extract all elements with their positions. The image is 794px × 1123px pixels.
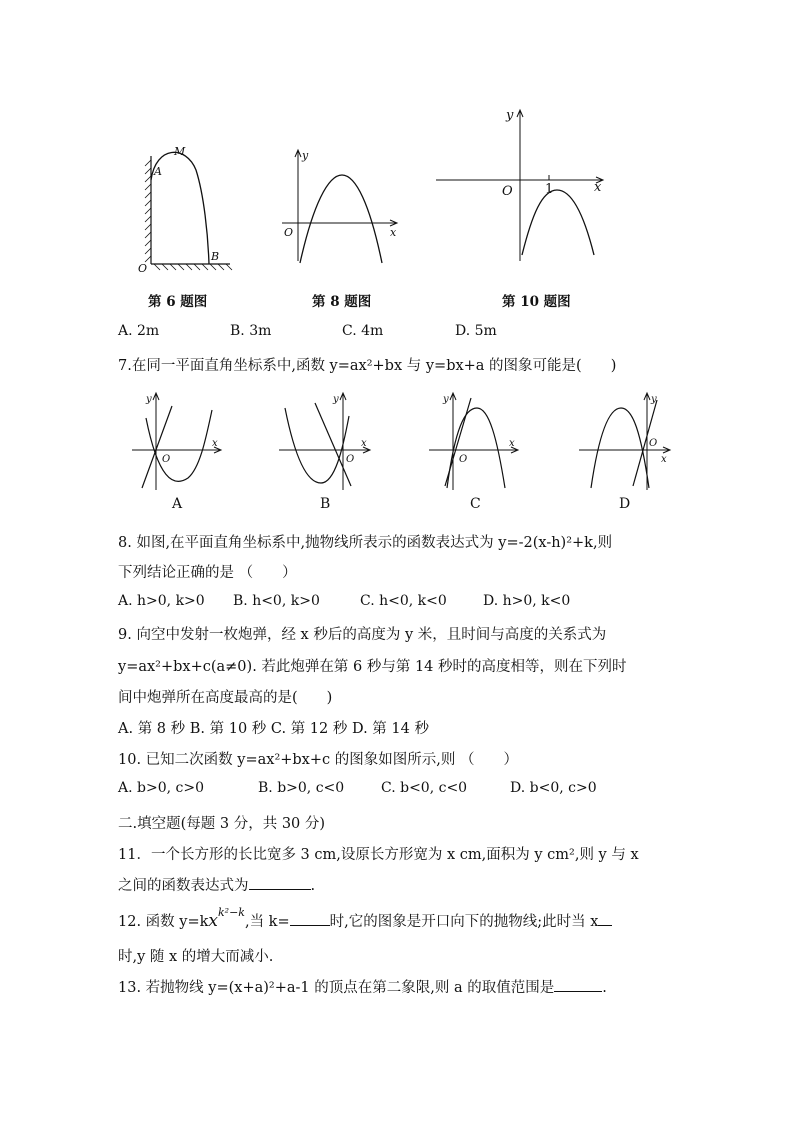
q8-option-b: B. h<0, k>0 — [233, 593, 320, 609]
q7b-label-x: x — [361, 438, 367, 449]
q7a-label-o: O — [162, 454, 171, 465]
q7b-label-o: O — [346, 454, 355, 465]
figure-10 — [432, 105, 612, 265]
q7-graph-b — [275, 388, 375, 493]
q10-option-b: B. b>0, c<0 — [258, 780, 345, 796]
q12-line-1 — [118, 906, 612, 931]
q9-line-3: 间中炮弹所在高度最高的是( ) — [118, 690, 333, 706]
fig6-caption: 第 6 题图 — [148, 294, 208, 310]
q7d-label-y: y — [651, 394, 657, 405]
fig6-label-a: A — [154, 165, 162, 178]
q13-text: 13. 若抛物线 y=(x+a)²+a-1 的顶点在第二象限,则 a 的取值范围是 — [118, 980, 555, 996]
q10-option-a: A. b>0, c>0 — [118, 780, 204, 796]
q12-exponent: k²−k — [218, 906, 245, 920]
q11-text: 之间的函数表达式为 — [118, 878, 249, 894]
q7d-label-x: x — [661, 454, 667, 465]
q7c-label-y: y — [443, 394, 449, 405]
q9-line-1: 9. 向空中发射一枚炮弹，经 x 秒后的高度为 y 米，且时间与高度的关系式为 — [118, 627, 607, 643]
fig8-label-y: y — [302, 149, 309, 162]
q7-graph-a — [128, 388, 228, 493]
fig8-caption: 第 8 题图 — [312, 294, 372, 310]
q7-graph-d — [575, 388, 675, 493]
q6-option-d: D. 5m — [455, 323, 497, 339]
section-2-title: 二.填空题(每题 3 分，共 30 分) — [118, 816, 326, 832]
q7b-label-y: y — [333, 394, 339, 405]
fig10-label-x: x — [594, 180, 602, 195]
q7-stem: 7.在同一平面直角坐标系中,函数 y=ax²+bx 与 y=bx+a 的图象可能是( ) — [118, 358, 617, 374]
q11-answer-blank[interactable] — [249, 875, 311, 890]
fig10-label-one: 1 — [545, 182, 554, 197]
q8-line-1: 8. 如图,在平面直角坐标系中,抛物线所表示的函数表达式为 y=-2(x-h)²+k,则 — [118, 535, 613, 551]
q10-option-d: D. b<0, c>0 — [510, 780, 597, 796]
q7c-label-x: x — [509, 438, 515, 449]
q7-choice-b: B — [320, 496, 331, 512]
q7c-label-o: O — [459, 454, 468, 465]
q6-option-a: A. 2m — [118, 323, 160, 339]
q6-option-b: B. 3m — [230, 323, 272, 339]
q10-option-c: C. b<0, c<0 — [381, 780, 468, 796]
q12-after: 时,它的图象是开口向下的抛物线;此时当 x — [329, 914, 599, 930]
fig8-label-x: x — [390, 226, 397, 239]
q6-option-c: C. 4m — [342, 323, 384, 339]
q13-answer-blank[interactable] — [554, 977, 602, 992]
q7d-label-o: O — [649, 438, 658, 449]
fig8-label-o: O — [284, 226, 294, 239]
q12-mid: ,当 k= — [244, 914, 290, 930]
q7-choice-c: C — [470, 496, 481, 512]
fig10-caption: 第 10 题图 — [502, 294, 571, 310]
q11-period: . — [310, 878, 316, 894]
q7a-label-x: x — [212, 438, 218, 449]
figure-8 — [278, 145, 408, 265]
fig6-label-o: O — [138, 262, 148, 275]
q7-choice-a: A — [172, 496, 183, 512]
q12-prefix: 12. 函数 y=k — [118, 914, 209, 930]
fig10-label-y: y — [506, 108, 514, 123]
q8-option-d: D. h>0, k<0 — [483, 593, 571, 609]
fig6-label-b: B — [211, 250, 220, 263]
q8-line-2: 下列结论正确的是 （ ） — [118, 565, 297, 581]
q9-options: A. 第 8 秒 B. 第 10 秒 C. 第 12 秒 D. 第 14 秒 — [118, 721, 429, 737]
q12-line-2: 时,y 随 x 的增大而减小. — [118, 949, 274, 965]
q7-graph-c — [425, 388, 525, 493]
q8-option-c: C. h<0, k<0 — [360, 593, 447, 609]
q12-base: x — [208, 911, 218, 931]
q13-period: . — [602, 980, 607, 996]
q11-line-2 — [118, 874, 315, 895]
fig6-label-m: M — [174, 145, 186, 158]
q7a-label-y: y — [146, 394, 152, 405]
q12-k-blank[interactable] — [290, 911, 330, 926]
q13-line — [118, 976, 607, 997]
q9-line-2: y=ax²+bx+c(a≠0). 若此炮弹在第 6 秒与第 14 秒时的高度相等，则在下列时 — [118, 659, 627, 675]
q10-stem: 10. 已知二次函数 y=ax²+bx+c 的图象如图所示,则 （ ） — [118, 752, 518, 768]
q11-line-1: 11．一个长方形的长比宽多 3 cm,设原长方形宽为 x cm,面积为 y cm²,则 y 与 x — [118, 847, 639, 863]
q12-x-blank[interactable] — [598, 911, 612, 926]
q8-option-a: A. h>0, k>0 — [118, 593, 205, 609]
q7-choice-d: D — [619, 496, 631, 512]
fig10-label-o: O — [502, 184, 513, 199]
figure-6 — [130, 140, 240, 275]
